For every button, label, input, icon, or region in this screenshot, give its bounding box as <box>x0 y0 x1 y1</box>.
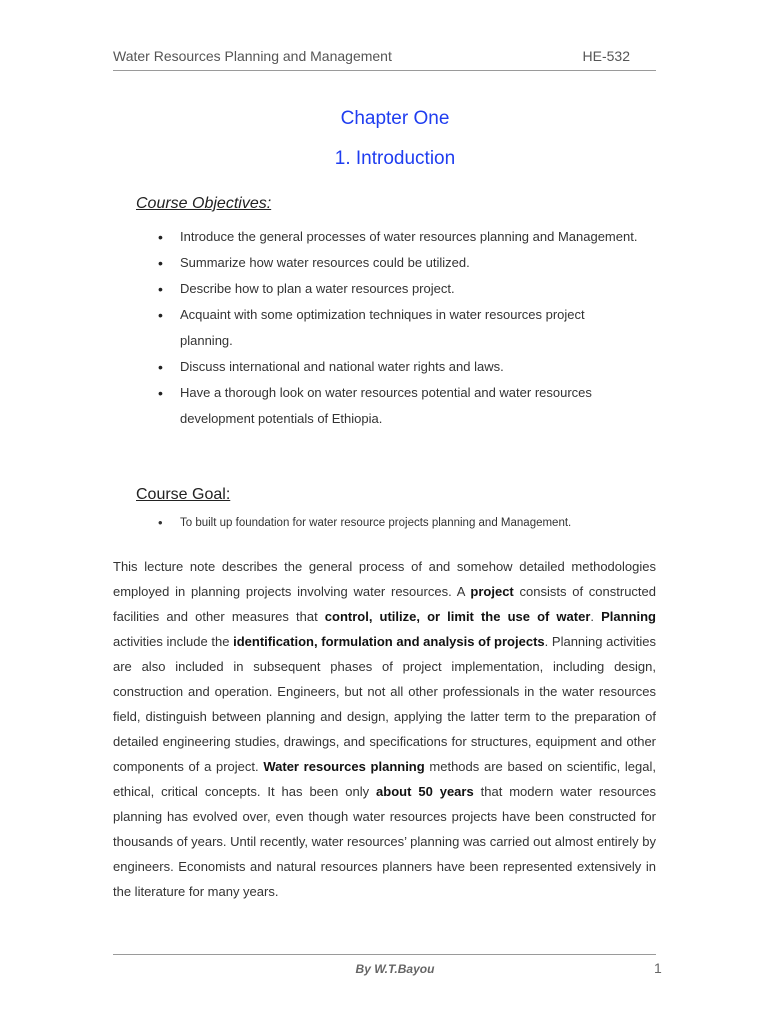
footer-author: By W.T.Bayou <box>355 962 435 976</box>
paragraph-bold: identification, formulation and analysis of projects <box>233 634 545 649</box>
intro-paragraph <box>113 554 656 904</box>
chapter-title: Chapter One <box>340 108 450 129</box>
list-item: • Describe how to plan a water resources project. <box>158 276 638 302</box>
header-course-code: HE-532 <box>582 48 630 64</box>
paragraph-bold: Water resources planning <box>263 759 425 774</box>
objectives-list <box>158 224 638 432</box>
goal-heading: Course Goal: <box>136 486 231 503</box>
paragraph-bold: project <box>470 584 514 599</box>
footer-divider <box>113 954 656 955</box>
list-item: • To built up foundation for water resource projects planning and Management. <box>158 514 638 532</box>
paragraph-text: activities include the <box>113 634 234 649</box>
paragraph-text: methods are based on scientific, legal, ethical, critical concepts. It has been only <box>113 759 656 799</box>
paragraph-text: This lecture note describes the general process of and somehow detailed methodologies employed in planning projects involving water resources. A <box>113 559 656 599</box>
section-title: 1. Introduction <box>334 148 456 169</box>
list-item: • Summarize how water resources could be utilized. <box>158 250 638 276</box>
paragraph-text: . Planning activities are also included in subsequent phases of project implementation, including design, construction and operation. Engineers, but not all other professionals in the water resources field, distinguish between planning and design, applying the latter term to the preparation of detailed engineering studies, drawings, and specifications for structures, equipment and other components of a project. <box>113 634 657 774</box>
page-header <box>113 46 656 71</box>
paragraph-bold: about 50 years <box>376 784 474 799</box>
goal-list <box>158 514 638 532</box>
page-number: 1 <box>654 960 662 976</box>
list-item: • Introduce the general processes of water resources planning and Management. <box>158 224 638 250</box>
paragraph-text: that modern water resources planning has evolved over, even though water resources projects have been constructed for thousands of years. Until recently, water resources’ planning was carried out almost entirely by engineers. Economists and natural resources planners have been represented extensively in the literature for many years. <box>113 784 657 899</box>
paragraph-text: . <box>590 609 602 624</box>
paragraph-bold: control, utilize, or limit the use of water <box>324 609 591 624</box>
objectives-heading: Course Objectives: <box>136 195 272 212</box>
paragraph-bold: Planning <box>601 609 656 624</box>
list-item: • Discuss international and national water rights and laws. <box>158 354 638 380</box>
list-item: • Have a thorough look on water resources potential and water resources development potentials of Ethiopia. <box>158 380 638 432</box>
paragraph-text: consists of constructed facilities and other measures that <box>113 584 657 624</box>
header-title: Water Resources Planning and Management <box>113 48 392 64</box>
list-item: • Acquaint with some optimization techniques in water resources project planning. <box>158 302 638 354</box>
